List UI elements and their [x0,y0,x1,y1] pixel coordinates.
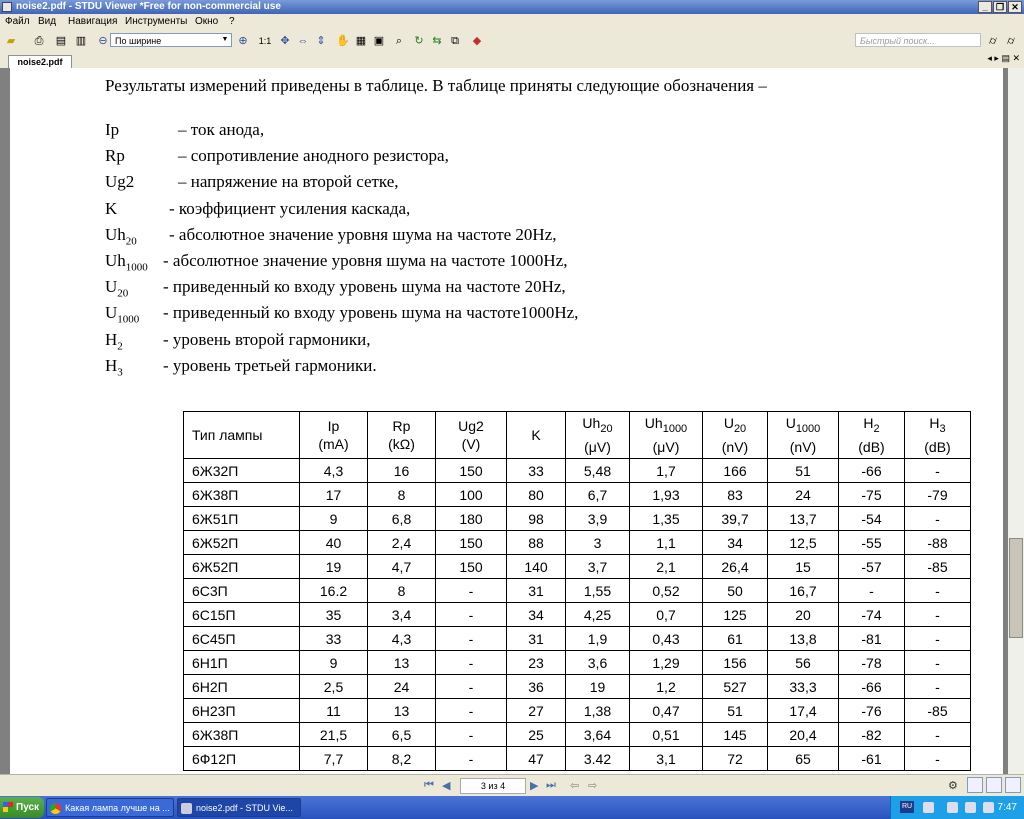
back-icon[interactable]: ⇦ [570,780,580,792]
table-cell: 3 [566,531,630,555]
table-cell: 1,9 [566,627,630,651]
table-row [184,555,971,579]
table-cell: 19 [566,675,630,699]
windows-flag-icon [3,802,13,812]
column-header: Ug2 (V) [436,412,507,459]
scrollbar-thumb[interactable] [1009,538,1023,638]
open-folder-icon[interactable]: ▰ [6,35,16,47]
table-cell: 1,35 [630,507,703,531]
table-row [184,603,971,627]
zoom-out-icon[interactable]: ⊖ [98,35,108,47]
table-cell: 6,8 [368,507,436,531]
table-cell: 3,4 [368,603,436,627]
volume-tray-icon[interactable] [983,802,994,813]
table-cell: 34 [507,603,566,627]
table-cell: 3,7 [566,555,630,579]
table-row [184,675,971,699]
table-cell: 13,8 [768,627,839,651]
restore-button[interactable]: ❐ [993,1,1007,13]
table-cell: 3.42 [566,747,630,771]
tab-controls[interactable]: ◂ ▸ ▤ ✕ [987,53,1020,63]
table-cell: 4,3 [368,627,436,651]
tube-type-cell: 6С15П [184,603,300,627]
table-cell: 17 [300,483,368,507]
definition-symbol: Rp [105,146,125,166]
menu-bar [0,14,1024,30]
swap-icon[interactable]: ⇆ [432,35,442,47]
table-cell: 150 [436,459,507,483]
definition-description: – сопротивление анодного резистора, [178,146,449,166]
table-cell: -76 [839,699,905,723]
table-cell: - [905,459,971,483]
clock: 7:47 [997,802,1017,813]
clock-tray-icon[interactable] [965,802,976,813]
table-cell: 1,29 [630,651,703,675]
column-header: Rp (kΩ) [368,412,436,459]
table-cell: - [905,507,971,531]
start-label: Пуск [16,802,40,813]
table-cell: -85 [905,555,971,579]
close-button[interactable]: ✕ [1008,1,1022,13]
column-header: Тип лампы [184,412,300,459]
taskbar-item-viewer[interactable] [177,798,301,817]
taskbar-item-label: noise2.pdf - STDU Vie... [196,803,293,813]
menu-window[interactable]: Окно [195,16,219,27]
definition-symbol: Ug2 [105,172,135,192]
taskbar-item-browser[interactable] [46,798,174,817]
table-cell: 4,7 [368,555,436,579]
table-cell: 150 [436,555,507,579]
table-cell: 0,52 [630,579,703,603]
table-cell: 61 [703,627,768,651]
table-cell: 27 [507,699,566,723]
table-cell: -57 [839,555,905,579]
table-cell: 98 [507,507,566,531]
table-cell: 33 [507,459,566,483]
table-cell: 13,7 [768,507,839,531]
table-row [184,459,971,483]
table-cell: 150 [436,531,507,555]
table-cell: 56 [768,651,839,675]
definition-symbol: $Uh_{20}$ [105,224,137,248]
table-cell: 12,5 [768,531,839,555]
definition-description: - абсолютное значение уровня шума на частоте 20Hz, [169,224,557,244]
table-cell: 16 [368,459,436,483]
table-cell: 16.2 [300,579,368,603]
fit-height-icon[interactable]: ⇕ [316,35,326,47]
table-cell: 33 [300,627,368,651]
table-cell: - [839,579,905,603]
print-icon[interactable]: ⎙ [34,35,44,47]
find-next-icon[interactable]: ⌭ [1007,35,1015,47]
table-cell: 31 [507,627,566,651]
table-cell: 2,5 [300,675,368,699]
find-icon[interactable]: ⌕ [395,35,403,47]
table-cell: 9 [300,507,368,531]
table-cell: - [905,627,971,651]
table-header-row [184,412,971,459]
table-cell: 51 [768,459,839,483]
last-page-icon[interactable]: ⏭ [546,779,556,791]
menu-tools[interactable]: Инструменты [125,16,188,27]
chrome-icon [50,803,61,814]
printer-tray-icon[interactable] [923,802,934,813]
table-cell: 11 [300,699,368,723]
definition-description: - коэффициент усиления каскада, [169,198,411,218]
table-cell: 16,7 [768,579,839,603]
table-cell: -66 [839,675,905,699]
table-cell: 0,7 [630,603,703,627]
table-cell: 9 [300,651,368,675]
continuous-view-button[interactable] [986,777,1002,793]
fit-page-icon[interactable]: ✥ [280,35,290,47]
tube-type-cell: 6Н23П [184,699,300,723]
table-cell: 0,47 [630,699,703,723]
tube-type-cell: 6Ж38П [184,483,300,507]
thumbnails-icon[interactable]: ▤ [55,35,67,47]
menu-navigation[interactable]: Навигация [68,16,118,27]
viewer-app-icon [181,803,192,814]
table-cell: - [905,579,971,603]
table-cell: 8 [368,483,436,507]
table-cell: 20,4 [768,723,839,747]
column-header: $H_2$ (dB) [839,412,905,459]
definition-symbol: $U_{1000}$ [105,303,140,326]
pdf-page [10,68,1003,774]
system-tray [890,796,1024,819]
table-cell: 125 [703,603,768,627]
zoom-in-icon[interactable]: ⊕ [238,35,248,47]
table-cell: 40 [300,531,368,555]
table-cell: -61 [839,747,905,771]
actual-size-button[interactable]: 1:1 [258,36,272,46]
table-cell: 33,3 [768,675,839,699]
tab-bar [0,52,1024,69]
definition-description: - уровень третьей гармоники. [163,355,377,375]
table-cell: 0,51 [630,723,703,747]
table-cell: 35 [300,603,368,627]
definition-symbol: $H_2$ [105,329,123,352]
table-cell: 19 [300,555,368,579]
table-row [184,579,971,603]
table-cell: 23 [507,651,566,675]
column-header: Ip (mA) [300,412,368,459]
first-page-icon[interactable]: ⏮ [424,779,434,791]
column-header: $U_{20}$ (nV) [703,412,768,459]
select-image-icon[interactable]: ▣ [373,35,385,47]
definition-symbol: Ip [105,120,120,139]
definition-symbol: $Uh_{1000}$ [105,251,148,274]
table-cell: 3,64 [566,723,630,747]
table-cell: - [905,675,971,699]
table-cell: -88 [905,531,971,555]
quick-search-input[interactable]: Быстрый поиск... [855,33,981,47]
definition-description: – напряжение на второй сетке, [178,172,399,192]
table-row [184,627,971,651]
table-row [184,651,971,675]
highlight-icon[interactable]: ◆ [472,35,482,47]
table-cell: 3,6 [566,651,630,675]
taskbar-item-label: Какая лампа лучше на ... [65,803,170,813]
column-header: $Uh_{1000}$ (μV) [630,412,703,459]
table-cell: 5,48 [566,459,630,483]
table-cell: 2,1 [630,555,703,579]
table-cell: 145 [703,723,768,747]
definition-description: - абсолютное значение уровня шума на частоте 1000Hz, [163,251,568,270]
table-cell: 83 [703,483,768,507]
table-cell: - [905,723,971,747]
hand-tool-icon[interactable]: ✋ [336,35,350,47]
table-cell: 1,55 [566,579,630,603]
table-cell: 1,93 [630,483,703,507]
table-cell: -74 [839,603,905,627]
table-cell: - [436,747,507,771]
table-cell: 39,7 [703,507,768,531]
tube-type-cell: 6Ф12П [184,747,300,771]
page-indicator[interactable]: 3 из 4 [460,778,526,794]
table-cell: 1,7 [630,459,703,483]
table-cell: 100 [436,483,507,507]
table-cell: 13 [368,699,436,723]
next-page-icon[interactable]: ▶ [530,780,539,792]
title-bar [0,0,1024,14]
zoom-select[interactable] [110,33,232,47]
menu-view[interactable]: Вид [38,16,57,27]
table-cell: - [436,651,507,675]
table-cell: 4,25 [566,603,630,627]
tube-type-cell: 6Н2П [184,675,300,699]
forward-icon[interactable]: ⇨ [588,780,598,792]
table-cell: -85 [905,699,971,723]
definition-description: - уровень второй гармоники, [163,329,371,349]
table-cell: 3,9 [566,507,630,531]
table-row [184,531,971,555]
table-cell: - [436,699,507,723]
tube-type-cell: 6Ж52П [184,555,300,579]
table-cell: 2,4 [368,531,436,555]
table-cell: 47 [507,747,566,771]
table-cell: - [436,603,507,627]
table-cell: 13 [368,651,436,675]
window-title: noise2.pdf - STDU Viewer *Free for non-commercial use [16,1,281,12]
select-text-icon[interactable]: ▦ [355,35,367,47]
bookmarks-icon[interactable]: ▥ [75,35,87,47]
tube-type-cell: 6Ж32П [184,459,300,483]
single-page-view-button[interactable] [967,777,983,793]
column-header: $U_{1000}$ (nV) [768,412,839,459]
table-cell: 0,43 [630,627,703,651]
tube-type-cell: 6Н1П [184,651,300,675]
tab-document[interactable]: noise2.pdf [8,55,72,69]
tube-type-cell: 6С3П [184,579,300,603]
table-cell: 20 [768,603,839,627]
table-cell: 88 [507,531,566,555]
copy-icon[interactable]: ⧉ [451,35,459,47]
tube-type-cell: 6Ж51П [184,507,300,531]
table-cell: - [436,675,507,699]
column-header: $Uh_{20}$ (μV) [566,412,630,459]
table-cell: - [905,603,971,627]
table-cell: - [436,579,507,603]
table-cell: - [905,747,971,771]
table-cell: 1,38 [566,699,630,723]
table-cell: 34 [703,531,768,555]
table-cell: 6,7 [566,483,630,507]
table-cell: -55 [839,531,905,555]
table-cell: 65 [768,747,839,771]
table-cell: 3,1 [630,747,703,771]
table-cell: -75 [839,483,905,507]
rotate-icon[interactable]: ↻ [414,35,424,47]
table-cell: 1,1 [630,531,703,555]
definition-description: – ток анода, [178,120,265,139]
minimize-button[interactable]: _ [978,1,992,13]
tube-type-cell: 6С45П [184,627,300,651]
table-cell: 31 [507,579,566,603]
table-cell: - [905,651,971,675]
table-cell: - [436,627,507,651]
network-tray-icon[interactable] [947,802,958,813]
table-cell: -81 [839,627,905,651]
table-cell: 26,4 [703,555,768,579]
table-cell: - [436,723,507,747]
table-cell: 72 [703,747,768,771]
table-cell: -66 [839,459,905,483]
fit-width-icon[interactable]: ⇔ [297,35,309,47]
tube-type-cell: 6Ж38П [184,723,300,747]
vertical-scrollbar[interactable] [1008,68,1024,774]
definition-symbol: $H_3$ [105,355,123,379]
table-cell: 166 [703,459,768,483]
menu-help[interactable]: ? [229,16,235,27]
table-cell: -78 [839,651,905,675]
table-cell: 21,5 [300,723,368,747]
table-cell: 7,7 [300,747,368,771]
table-cell: 51 [703,699,768,723]
table-row [184,699,971,723]
menu-file[interactable]: Файл [5,16,30,27]
status-bar [0,774,1024,797]
table-row [184,747,971,771]
column-header: $H_3$ (dB) [905,412,971,459]
table-cell: 24 [768,483,839,507]
measurements-table [183,411,971,771]
table-cell: 6,5 [368,723,436,747]
table-cell: 1,2 [630,675,703,699]
chevron-down-icon: ▼ [221,36,229,43]
table-body [184,459,971,771]
table-cell: 8,2 [368,747,436,771]
table-cell: 180 [436,507,507,531]
definition-description: - приведенный ко входу уровень шума на частоте1000Hz, [163,303,579,323]
table-cell: 4,3 [300,459,368,483]
facing-view-button[interactable] [1005,777,1021,793]
definition-symbol: K [105,198,118,218]
table-cell: 140 [507,555,566,579]
document-viewer[interactable] [0,68,1024,774]
app-icon [2,2,12,12]
tube-type-cell: 6Ж52П [184,531,300,555]
binoculars-icon[interactable]: ⌭ [989,35,997,47]
table-cell: -82 [839,723,905,747]
settings-icon[interactable]: ⚙ [948,780,958,792]
table-cell: 24 [368,675,436,699]
taskbar [0,796,1024,819]
start-button[interactable] [0,797,44,818]
definition-symbol: $U_{20}$ [105,277,129,300]
intro-text: Результаты измерений приведены в таблице. В таблице приняты следующие обозначения – [105,76,767,95]
table-row [184,507,971,531]
table-cell: 527 [703,675,768,699]
table-cell: 17,4 [768,699,839,723]
table-cell: -79 [905,483,971,507]
definition-description: - приведенный ко входу уровень шума на частоте 20Hz, [163,277,566,297]
table-cell: 8 [368,579,436,603]
prev-page-icon[interactable]: ◀ [442,780,451,792]
table-cell: 156 [703,651,768,675]
column-header: K [507,412,566,459]
table-row [184,723,971,747]
zoom-select-value: По ширине [115,36,162,46]
table-cell: 80 [507,483,566,507]
table-row [184,483,971,507]
table-cell: -54 [839,507,905,531]
table-cell: 36 [507,675,566,699]
table-cell: 25 [507,723,566,747]
language-indicator[interactable]: RU [900,801,914,813]
table-cell: 50 [703,579,768,603]
table-cell: 15 [768,555,839,579]
